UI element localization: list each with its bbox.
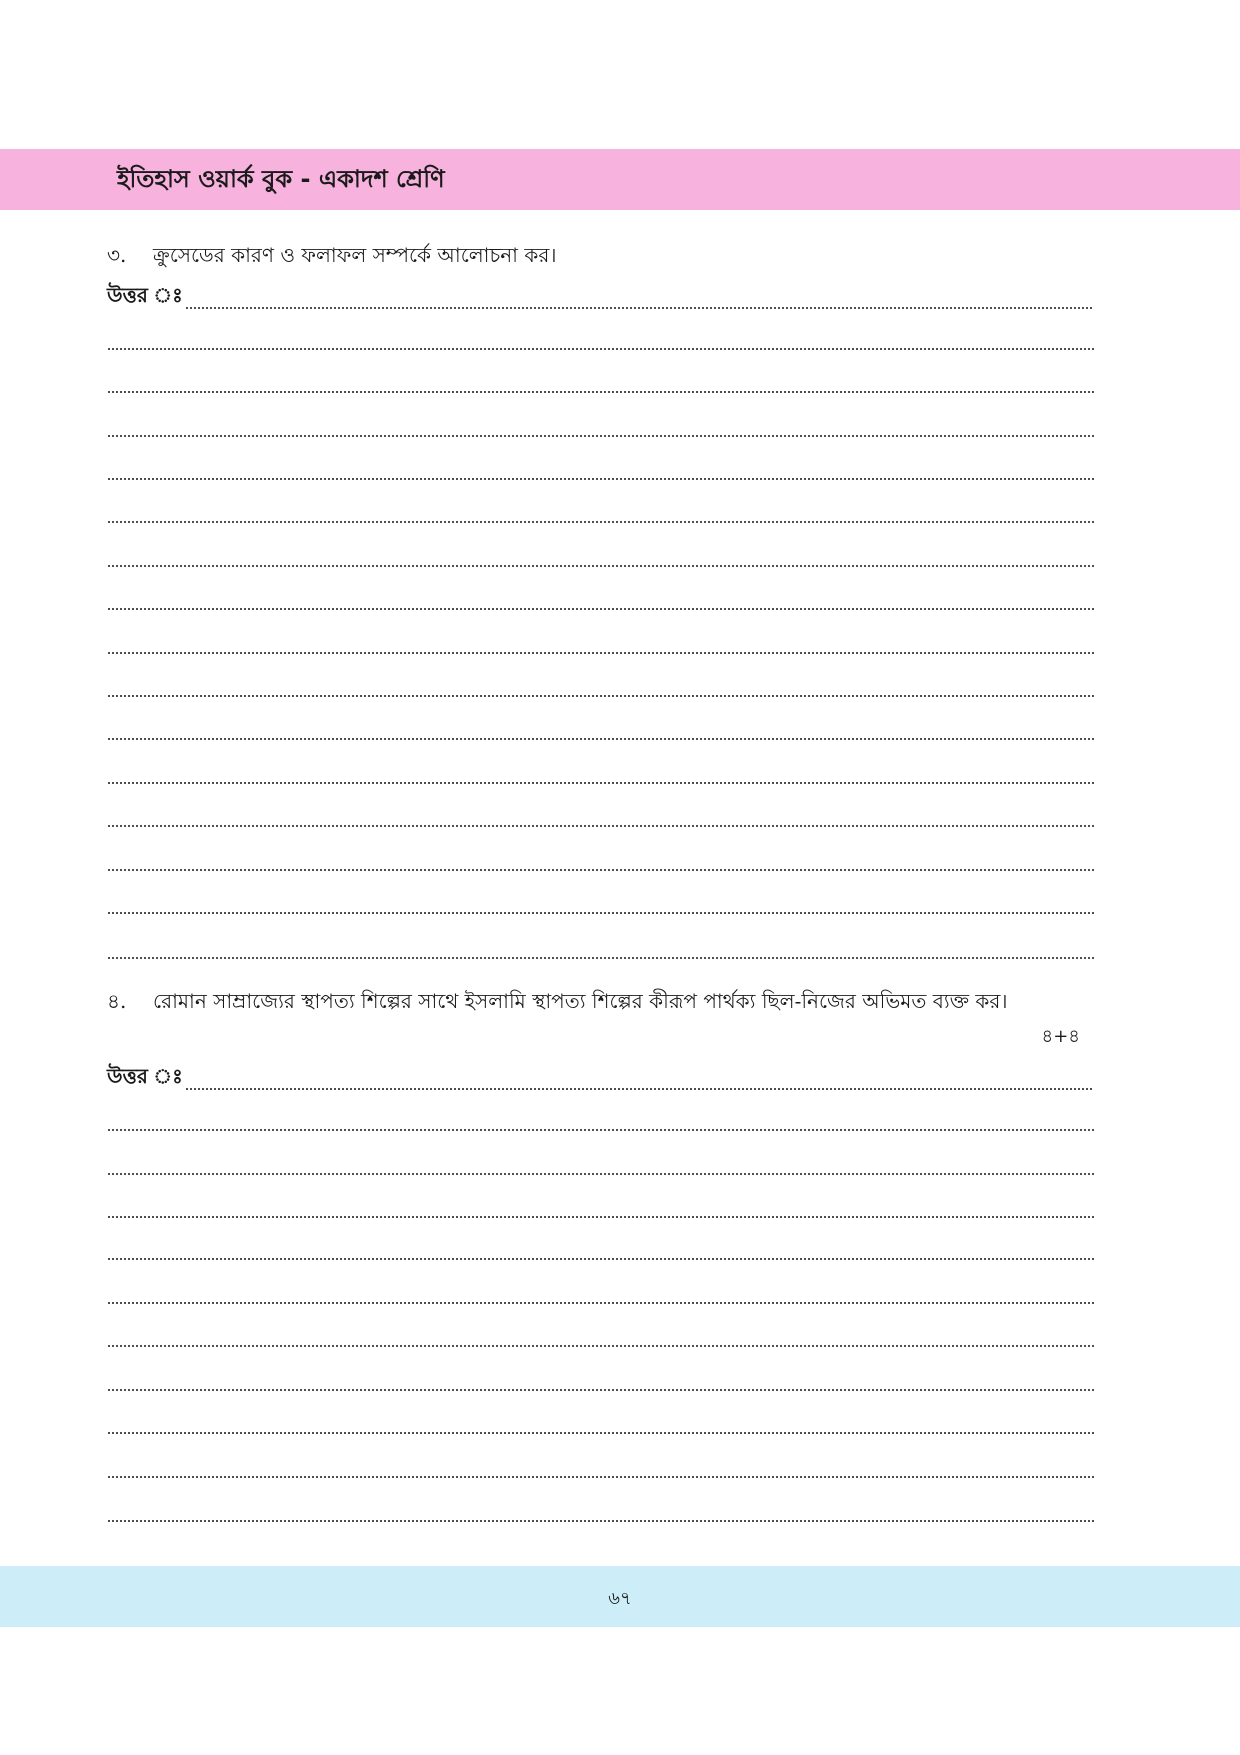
answer-line[interactable]	[107, 782, 1094, 784]
page-number: ৬৭	[608, 1588, 632, 1609]
answer-line[interactable]	[107, 652, 1094, 654]
answer-line[interactable]	[107, 869, 1094, 871]
answer-line[interactable]	[107, 1345, 1094, 1347]
answer-line-label[interactable]	[107, 1064, 1094, 1095]
answer-line[interactable]	[107, 1302, 1094, 1304]
answer-line[interactable]	[107, 521, 1094, 523]
answer-line[interactable]	[107, 957, 1094, 959]
question-number: ৪.	[107, 989, 127, 1013]
question-text: ক্রুসেডের কারণ ও ফলাফল সম্পর্কে আলোচনা কর।	[153, 243, 557, 267]
answer-line[interactable]	[107, 1258, 1094, 1260]
answer-line[interactable]	[107, 391, 1094, 393]
header-band	[0, 149, 1240, 210]
answer-line[interactable]	[107, 478, 1094, 480]
answer-line[interactable]	[107, 348, 1094, 350]
answer-line[interactable]	[107, 435, 1094, 437]
question-text: রোমান সাম্রাজ্যের স্থাপত্য শিল্পের সাথে ইসলামি স্থাপত্য শিল্পের কীরূপ পার্থক্য ছিল-নিজের অভিমত ব্যক্ত কর।	[153, 989, 1008, 1013]
answer-line[interactable]	[107, 1216, 1094, 1218]
footer-band	[0, 1566, 1240, 1627]
page-header-title: ইতিহাস ওয়ার্ক বুক - একাদশ শ্রেণি	[117, 165, 445, 193]
answer-line[interactable]	[107, 1432, 1094, 1434]
answer-line[interactable]	[107, 738, 1094, 740]
answer-line-label[interactable]	[107, 283, 1094, 314]
answer-line[interactable]	[107, 1520, 1094, 1522]
dotted-fill	[185, 307, 1094, 309]
answer-line[interactable]	[107, 825, 1094, 827]
question-4	[107, 988, 1008, 1014]
marks-label: ৪+৪	[1041, 1026, 1080, 1047]
answer-label: উত্তর ঃ	[107, 283, 183, 307]
answer-line[interactable]	[107, 565, 1094, 567]
answer-line[interactable]	[107, 1389, 1094, 1391]
question-number: ৩.	[107, 243, 127, 267]
answer-line[interactable]	[107, 608, 1094, 610]
answer-line[interactable]	[107, 1476, 1094, 1478]
answer-line[interactable]	[107, 912, 1094, 914]
answer-label: উত্তর ঃ	[107, 1064, 183, 1088]
answer-line[interactable]	[107, 1173, 1094, 1175]
answer-line[interactable]	[107, 1129, 1094, 1131]
question-3	[107, 242, 556, 268]
dotted-fill	[185, 1088, 1094, 1090]
answer-line[interactable]	[107, 695, 1094, 697]
